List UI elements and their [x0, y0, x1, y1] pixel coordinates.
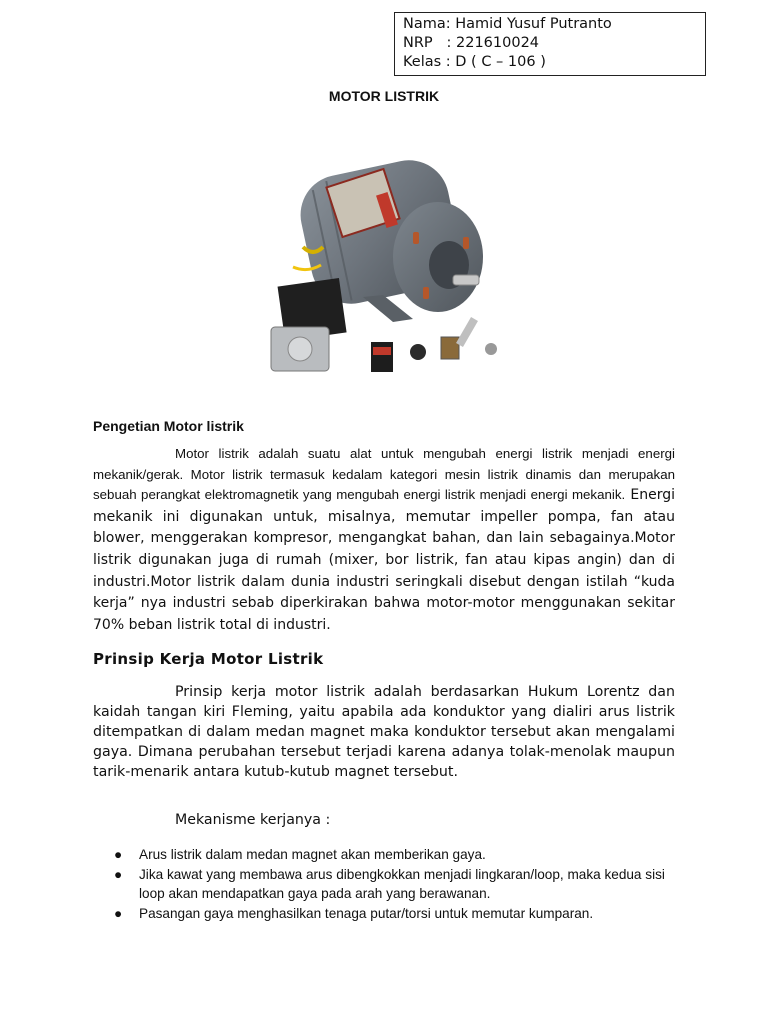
page-title: MOTOR LISTRIK — [328, 88, 440, 104]
student-nrp: NRP : 221610024 — [403, 35, 540, 51]
section-paragraph-prinsip — [93, 682, 675, 782]
student-class: Kelas : D ( C – 106 ) — [403, 54, 546, 70]
bullet-icon: ● — [114, 866, 123, 882]
paragraph-text: Prinsip kerja motor listrik adalah berdasarkan Hukum Lorentz dan kaidah tangan kiri Fleming, yaitu apabila ada konduktor yang dialiri arus listrik ditempatkan di dalam medan magnet maka konduktor tersebut akan mengalami gaya. Dimana perubahan tersebut terjadi karena adanya tolak-menolak maupun tarik-menarik antara kutub-kutub magnet tersebut. — [93, 684, 675, 780]
list-item — [114, 845, 676, 865]
section-heading-prinsip: Prinsip Kerja Motor Listrik — [93, 650, 324, 668]
mekanisme-label: Mekanisme kerjanya : — [175, 812, 331, 828]
mechanism-list — [114, 845, 676, 923]
student-name: Nama: Hamid Yusuf Putranto — [403, 16, 612, 32]
list-item-text: Arus listrik dalam medan magnet akan memberikan gaya. — [139, 847, 486, 862]
electric-motor-photo — [263, 137, 505, 386]
list-item-text: Pasangan gaya menghasilkan tenaga putar/torsi untuk memutar kumparan. — [139, 905, 594, 921]
section-paragraph-pengertian — [93, 443, 675, 635]
paragraph-part-a: Motor listrik adalah suatu alat untuk mengubah energi listrik menjadi energi mekanik/gerak. Motor listrik termasuk kedalam kategori mesin listrik dinamis dan merupakan sebuah perangkat elektromagnetik yang mengubah energi listrik menjadi energi mekanik. — [93, 446, 675, 503]
list-item-text: Jika kawat yang membawa arus dibengkokkan menjadi lingkaran/loop, maka kedua sisi loop akan mendapatkan gaya pada arah yang berawanan. — [139, 866, 665, 901]
bullet-icon: ● — [114, 847, 123, 862]
motor-illustration — [263, 137, 505, 386]
student-info-box — [394, 12, 706, 76]
section-heading-pengertian: Pengetian Motor listrik — [93, 418, 244, 434]
list-item — [114, 865, 676, 904]
bullet-icon: ● — [114, 905, 123, 921]
list-item — [114, 904, 676, 924]
paragraph-part-b: Energi mekanik ini digunakan untuk, misalnya, memutar impeller pompa, fan atau blower, menggerakan kompresor, mengangkat bahan, dan lain sebagainya.Motor listrik digunakan juga di rumah (mixer, bor listrik, fan atau kipas angin) dan di industri.Motor listrik dalam dunia industri seringkali disebut dengan istilah “kuda kerja” nya industri sebab diperkirakan bahwa motor-motor menggunakan sekitar 70% beban listrik total di industri. — [93, 487, 675, 633]
